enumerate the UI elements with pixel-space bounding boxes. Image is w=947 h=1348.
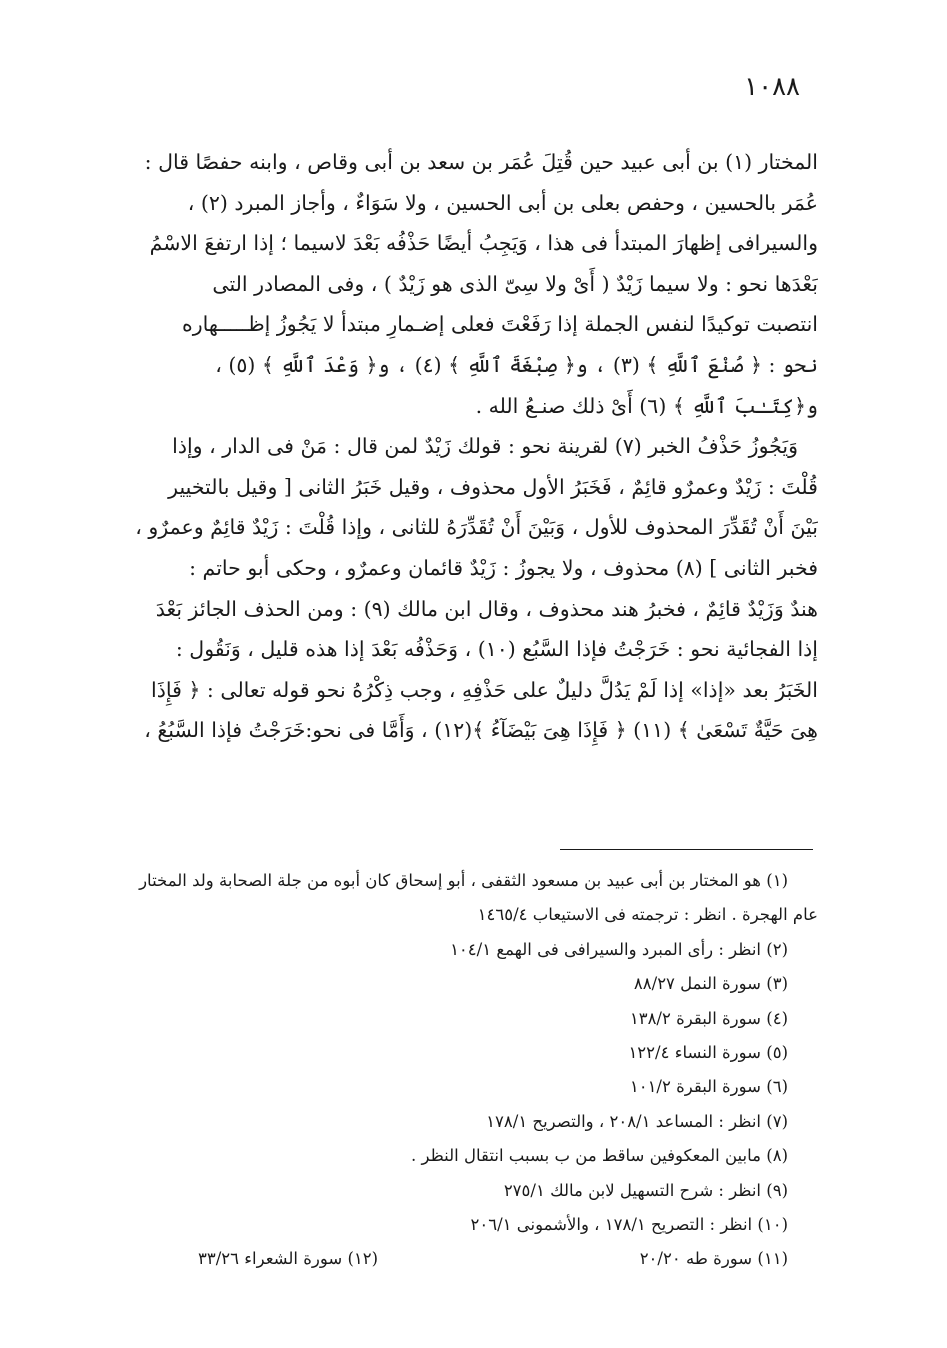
footnote-separator bbox=[560, 849, 813, 850]
footnote-7: (٧) انظر : المساعد ٢٠٨/١ ، والتصريح ١٧٨/١ bbox=[486, 1111, 788, 1131]
text-line: هِىَ حَيَّةٌ تَسْعَىٰ ﴾ (١١) ﴿ فَإِذَا هِىَ بَيْضَآءُ ﴾(١٢) ، وَأَمَّا فى نحو:خَرَجْتُ فإذا السَّبُعُ ، bbox=[144, 718, 818, 743]
text-line: نحو : ﴿ صُنْعَ ٱللَّهِ ﴾ (٣) ، و﴿ صِبْغَةَ ٱللَّهِ ﴾ (٤) ، و﴿ وَعْدَ ٱللَّهِ ﴾ (٥) ، bbox=[215, 352, 818, 377]
text-line: انتصبت توكيدًا لنفس الجملة إذا رَفَعْتَ فعلى إضـمارِ مبتدأ لا يَجُوزُ إظـــــهاره bbox=[181, 312, 818, 337]
text-line: قُلْتَ : زَيْدٌ وعمرٌو قائِمٌ ، فَخَبَرُ الأول محذوف ، وقيل خَبَرُ الثانى [ وقيل بالتخيير bbox=[168, 474, 818, 499]
main-text bbox=[112, 142, 818, 751]
footnote-2: (٢) انظر : رأى المبرد والسيرافى فى الهمع ١٠٤/١ bbox=[450, 939, 788, 959]
footnote-6: (٦) سورة البقرة ١٠١/٢ bbox=[629, 1077, 788, 1097]
footnote-1: (١) هو المختار بن أبى عبيد بن مسعود الثقفى ، أبو إسحاق كان أبوه من جلة الصحابة ولد المختار bbox=[139, 871, 788, 890]
footnote-3: (٣) سورة النمل ٨٨/٢٧ bbox=[633, 974, 788, 994]
footnote-11: (١١) سورة طه ٢٠/٢٠ bbox=[639, 1249, 788, 1269]
footnote-8: (٨) مابين المعكوفين ساقط من ب بسبب انتقال النظر . bbox=[411, 1146, 788, 1166]
footnote-4: (٤) سورة البقرة ١٣٨/٢ bbox=[629, 1008, 788, 1028]
text-line: بَعْدَها نحو : ولا سيما زَيْدٌ ( أَىْ ولا سِىّ الذى هو زَيْدٌ ) ، وفى المصادر التى bbox=[212, 271, 818, 296]
text-line: بَيْنَ أَنْ تُقَدِّرَ المحذوف للأول ، وَبَيْنَ أَنْ تُقَدِّرَهُ للثانى ، وإذا قُلْتَ : زَيْدٌ قائِمٌ وعمرٌو ، bbox=[135, 515, 818, 540]
paragraph-1 bbox=[112, 142, 818, 426]
footnote-1-continued: عام الهجرة . انظر : ترجمته فى الاستيعاب ١٤٦٥/٤ bbox=[477, 905, 818, 925]
text-line: إذا الفجائية نحو : خَرَجْتُ فإذا السَّبُع (١٠) ، وَحَذْفُه بَعْدَ إذا هذه قليل ، وَنَقُول : bbox=[175, 637, 818, 662]
page-number: ١٠٨٨ bbox=[744, 72, 800, 102]
text-line: هندٌ وَزَيْدٌ قائِمٌ ، فخبرُ هند محذوف ، وقال ابن مالك (٩) : ومن الحذف الجائز بَعْدَ bbox=[155, 596, 818, 621]
footnote-9: (٩) انظر : شرح التسهيل لابن مالك ٢٧٥/١ bbox=[503, 1180, 788, 1200]
text-line: و﴿كِتَـٰبَ ٱللَّهِ ﴾ (٦) أَىْ ذلك صنـعُ الله . bbox=[475, 393, 818, 418]
footnote-5: (٥) سورة النساء ١٢٢/٤ bbox=[628, 1043, 788, 1063]
text-line: عُمَر بالحسين ، وحفص بعلى بن أبى الحسين ، ولا سَوَاءٌ ، وأجاز المبرد (٢) ، bbox=[187, 190, 818, 215]
footnote-12: (١٢) سورة الشعراء ٣٣/٢٦ bbox=[198, 1249, 379, 1269]
text-line: والسيرافى إظهارَ المبتدأ فى هذا ، وَيَجِبُ أيضًا حَذْفُه بَعْدَ لاسيما ؛ إذا ارتفعَ الاسْمُ bbox=[149, 231, 818, 256]
text-line: وَيَجُوزُ حَذْفُ الخبر (٧) لقرينة نحو : قولك زَيْدٌ لمن قال : مَنْ فى الدار ، وإذا bbox=[172, 434, 798, 459]
text-line: المختار (١) بن أبى عبيد حين قُتِلَ عُمَر بن سعد بن أبى وقاص ، وابنه حفصًا قال : bbox=[144, 150, 818, 174]
footnotes bbox=[112, 864, 818, 1277]
paragraph-2 bbox=[112, 426, 818, 751]
footnote-10: (١٠) انظر : التصريح ١٧٨/١ ، والأشمونى ٢٠٦/١ bbox=[470, 1215, 788, 1235]
footnote-pair bbox=[178, 1242, 818, 1276]
text-line: فخبر الثانى ] (٨) محذوف ، ولا يجوزُ : زَيْدٌ قائمان وعمرٌو ، وحكى أبو حاتم : bbox=[189, 555, 818, 580]
text-line: الخَبَرُ بعد «إذا» إذا لَمْ يَدُلَّ دليلٌ على حَذْفِهِ ، وجب ذِكْرُهُ نحو قوله تعالى : ﴿ فَإِذَا bbox=[151, 677, 818, 702]
